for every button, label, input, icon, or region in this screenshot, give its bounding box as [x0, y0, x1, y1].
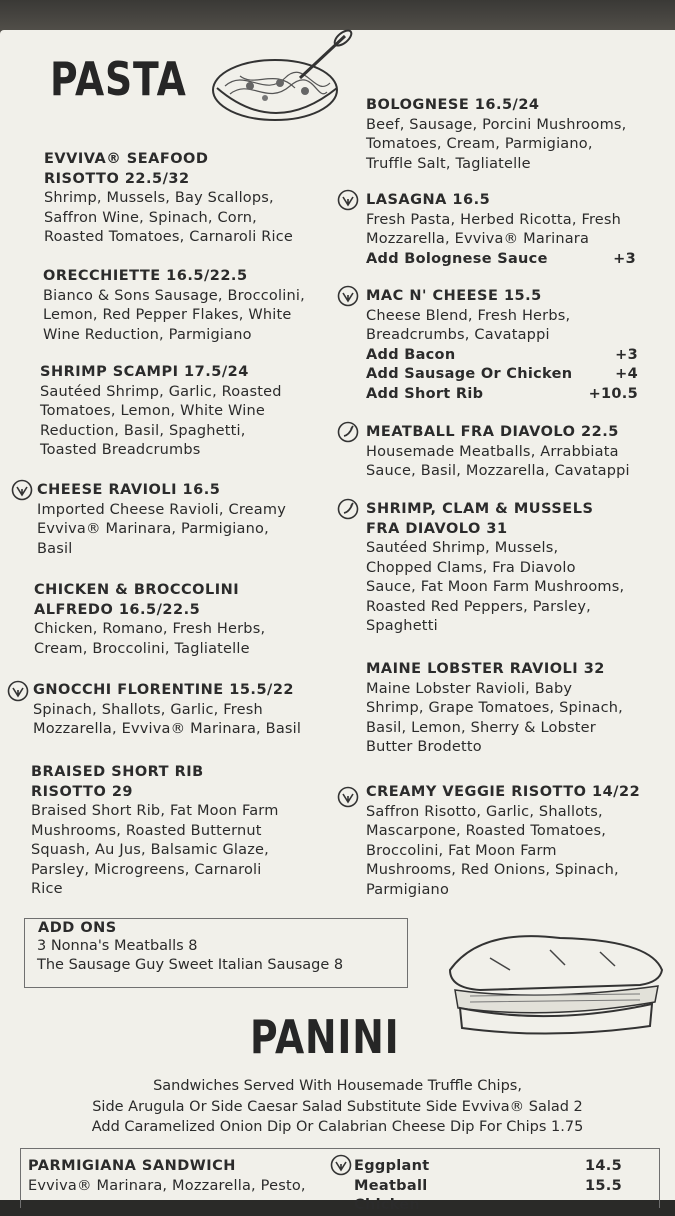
left-menu-item	[31, 763, 321, 900]
addon-sausage: The Sausage Guy Sweet Italian Sausage 8	[37, 957, 344, 973]
item-description: Mozzarella, Evviva® Marinara	[366, 231, 590, 247]
item-description: Evviva® Marinara, Parmigiano,	[37, 521, 269, 537]
right-menu-item	[366, 96, 656, 174]
option-eggplant: Eggplant 14.5	[354, 1158, 622, 1174]
item-description: Saffron Risotto, Garlic, Shallots,	[366, 803, 603, 820]
addons-title: ADD ONS	[38, 920, 117, 936]
item-description: Parmigiano	[366, 881, 450, 898]
item-description: Lemon, Red Pepper Flakes, White	[43, 307, 292, 323]
item-description: Cheese Blend, Fresh Herbs,	[366, 307, 571, 324]
item-description: Basil	[37, 540, 73, 557]
vegetarian-icon	[337, 189, 359, 211]
parmigiana-title: PARMIGIANA SANDWICH	[28, 1158, 236, 1174]
addon-label: Add Sausage Or Chicken	[366, 366, 573, 382]
item-title: ALFREDO 16.5/22.5	[34, 601, 201, 618]
item-addon	[366, 346, 638, 366]
left-menu-item	[43, 267, 333, 345]
item-description: Mascarpone, Roasted Tomatoes,	[366, 823, 607, 839]
right-menu-item	[366, 660, 656, 758]
item-description: Squash, Au Jus, Balsamic Glaze,	[31, 842, 269, 858]
left-menu-item	[34, 581, 324, 659]
left-menu-item	[33, 681, 328, 740]
right-menu-item	[366, 423, 656, 482]
addon-label: Add Bolognese Sauce	[366, 250, 548, 267]
item-description: Housemade Meatballs, Arrabbiata	[366, 443, 619, 460]
panini-heading: PANINI	[250, 1010, 400, 1064]
vegetarian-icon	[330, 1154, 352, 1176]
item-description: Sautéed Shrimp, Garlic, Roasted	[40, 383, 282, 400]
item-title: FRA DIAVOLO 31	[366, 520, 508, 537]
item-description: Imported Cheese Ravioli, Creamy	[37, 501, 286, 518]
item-description: Mushrooms, Red Onions, Spinach,	[366, 862, 619, 878]
item-title: ORECCHIETTE 16.5/22.5	[43, 268, 248, 284]
vegetarian-icon	[337, 285, 359, 307]
item-description: Toasted Breadcrumbs	[40, 442, 201, 458]
right-menu-item	[366, 500, 656, 637]
item-description: Tomatoes, Lemon, White Wine	[40, 403, 266, 419]
item-description: Rice	[31, 881, 63, 897]
item-description: Spinach, Shallots, Garlic, Fresh	[33, 701, 263, 718]
addon-price: +4	[615, 366, 638, 382]
vegetarian-icon	[7, 680, 29, 702]
item-description: Shrimp, Mussels, Bay Scallops,	[44, 190, 274, 206]
right-menu-item	[366, 287, 638, 404]
panini-note-2: Side Arugula Or Side Caesar Salad Substitute Side Evviva® Salad 2	[92, 1099, 583, 1115]
item-description: Sauce, Basil, Mozzarella, Cavatappi	[366, 463, 630, 479]
item-title: RISOTTO 22.5/32	[44, 170, 190, 187]
item-description: Shrimp, Grape Tomatoes, Spinach,	[366, 700, 623, 716]
item-description: Broccolini, Fat Moon Farm	[366, 842, 557, 859]
addon-meatballs: 3 Nonna's Meatballs 8	[37, 938, 198, 954]
spicy-icon	[337, 421, 359, 443]
item-title: SHRIMP, CLAM & MUSSELS	[366, 501, 594, 517]
item-addon	[366, 365, 638, 385]
addon-label: Add Bacon	[366, 346, 456, 363]
right-menu-item	[366, 191, 636, 269]
item-description: Braised Short Rib, Fat Moon Farm	[31, 803, 279, 819]
item-description: Spaghetti	[366, 618, 438, 634]
parmigiana-options	[354, 1157, 622, 1216]
item-description: Beef, Sausage, Porcini Mushrooms,	[366, 116, 627, 133]
item-title: LASAGNA 16.5	[366, 192, 491, 208]
addon-price: +3	[615, 346, 638, 363]
left-menu-item	[44, 150, 334, 248]
option-chicken: Chicken	[354, 1197, 421, 1213]
addon-price: +3	[613, 250, 636, 267]
item-description: Bianco & Sons Sausage, Broccolini,	[43, 287, 305, 304]
addon-price: +10.5	[588, 385, 638, 402]
item-title: RISOTTO 29	[31, 783, 133, 800]
item-description: Mozzarella, Evviva® Marinara, Basil	[33, 721, 302, 737]
item-title: EVVIVA® SEAFOOD	[44, 151, 209, 167]
left-menu-item	[40, 363, 330, 461]
left-menu-item	[37, 481, 327, 559]
item-title: GNOCCHI FLORENTINE 15.5/22	[33, 682, 295, 698]
item-title: MEATBALL FRA DIAVOLO 22.5	[366, 424, 619, 440]
parmigiana-item	[28, 1157, 338, 1196]
item-title: SHRIMP SCAMPI 17.5/24	[40, 364, 249, 380]
item-title: MAC N' CHEESE 15.5	[366, 288, 542, 304]
item-description: Tomatoes, Cream, Parmigiano,	[366, 136, 593, 152]
item-description: Chicken, Romano, Fresh Herbs,	[34, 621, 266, 637]
item-title: MAINE LOBSTER RAVIOLI 32	[366, 661, 605, 677]
item-description: Saffron Wine, Spinach, Corn,	[44, 209, 257, 226]
vegetarian-icon	[337, 786, 359, 808]
option-meatball: Meatball 15.5	[354, 1177, 622, 1194]
item-description: Chopped Clams, Fra Diavolo	[366, 559, 576, 576]
item-description: Parsley, Microgreens, Carnaroli	[31, 861, 262, 878]
addon-label: Add Short Rib	[366, 385, 484, 402]
spicy-icon	[337, 498, 359, 520]
parmigiana-desc: Evviva® Marinara, Mozzarella, Pesto,	[28, 1177, 306, 1194]
item-title: CREAMY VEGGIE RISOTTO 14/22	[366, 784, 641, 800]
addons-box	[24, 918, 408, 988]
sandwich-illustration	[440, 930, 670, 1040]
right-menu-item	[366, 783, 666, 900]
item-description: Breadcrumbs, Cavatappi	[366, 327, 550, 343]
item-description: Reduction, Basil, Spaghetti,	[40, 422, 246, 439]
panini-note-3: Add Caramelized Onion Dip Or Calabrian Cheese Dip For Chips 1.75	[91, 1119, 584, 1135]
item-title: CHICKEN & BROCCOLINI	[34, 582, 240, 598]
item-title: BRAISED SHORT RIB	[31, 764, 204, 780]
item-description: Cream, Broccolini, Tagliatelle	[34, 640, 250, 657]
item-description: Butter Brodetto	[366, 739, 482, 755]
panini-note-1: Sandwiches Served With Housemade Truffle Chips,	[153, 1078, 522, 1094]
item-addon	[366, 385, 638, 405]
item-description: Roasted Red Peppers, Parsley,	[366, 598, 591, 615]
item-addon	[366, 250, 636, 270]
item-description: Sautéed Shrimp, Mussels,	[366, 540, 559, 556]
item-description: Mushrooms, Roasted Butternut	[31, 822, 262, 839]
item-title: BOLOGNESE 16.5/24	[366, 97, 540, 113]
item-description: Sauce, Fat Moon Farm Mushrooms,	[366, 579, 625, 595]
item-description: Truffle Salt, Tagliatelle	[366, 155, 531, 172]
item-description: Fresh Pasta, Herbed Ricotta, Fresh	[366, 211, 622, 228]
item-description: Basil, Lemon, Sherry & Lobster	[366, 719, 596, 736]
pasta-heading: PASTA	[50, 52, 187, 106]
vegetarian-icon	[11, 479, 33, 501]
pasta-bowl-illustration	[205, 28, 355, 130]
item-description: Maine Lobster Ravioli, Baby	[366, 680, 573, 697]
item-title: CHEESE RAVIOLI 16.5	[37, 482, 221, 498]
item-description: Roasted Tomatoes, Carnaroli Rice	[44, 229, 294, 245]
item-description: Wine Reduction, Parmigiano	[43, 326, 252, 343]
